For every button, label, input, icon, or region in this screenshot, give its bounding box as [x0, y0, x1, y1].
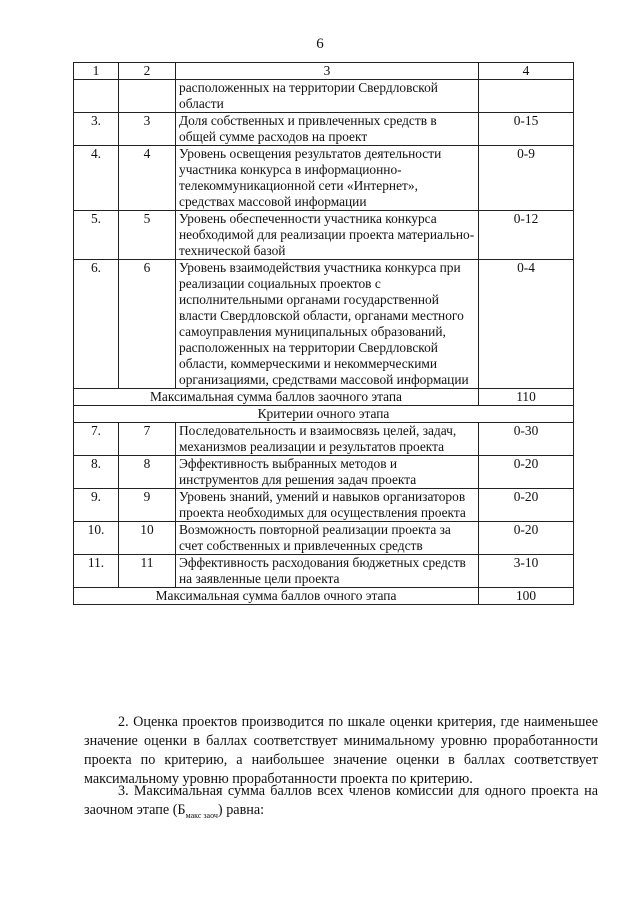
criteria-table [73, 62, 574, 605]
sum-inperson-row-label: Максимальная сумма баллов очного этапа [74, 588, 479, 605]
row-number: 4. [74, 146, 119, 211]
table-row [74, 555, 574, 588]
paragraph-2: 2. Оценка проектов производится по шкале оценки критерия, где наименьшее значение оценки в баллах соответствует минимальному уровню проработанности проекта по критерию, а наибольшее значение оценки в баллах соответствует максимальному уровню проработанности проекта по критерию. [84, 714, 598, 787]
table-row [74, 211, 574, 260]
row-number: 6. [74, 260, 119, 389]
criterion-text: Возможность повторной реализации проекта за счет собственных и привлеченных средств [176, 522, 479, 555]
sum-inperson-row [74, 588, 574, 605]
table-row [74, 522, 574, 555]
sum-inperson-row-value: 100 [479, 588, 574, 605]
row-number: 3. [74, 113, 119, 146]
score-range: 0-4 [479, 260, 574, 389]
score-range: 0-12 [479, 211, 574, 260]
score-range: 0-20 [479, 456, 574, 489]
paragraph-3-subscript: макс заоч [185, 810, 218, 820]
header-cell: 1 [74, 63, 119, 80]
score-range: 0-9 [479, 146, 574, 211]
criterion-text: расположенных на территории Свердловской области [176, 80, 479, 113]
criterion-number [119, 80, 176, 113]
criterion-text: Уровень обеспеченности участника конкурса необходимой для реализации проекта материально-технической базой [176, 211, 479, 260]
paragraph-3 [84, 782, 598, 825]
row-number: 11. [74, 555, 119, 588]
header-cell: 4 [479, 63, 574, 80]
criterion-text: Доля собственных и привлеченных средств в общей сумме расходов на проект [176, 113, 479, 146]
criterion-text: Эффективность расходования бюджетных средств на заявленные цели проекта [176, 555, 479, 588]
criterion-text: Уровень освещения результатов деятельности участника конкурса в информационно-телекоммуникационной сети «Интернет», средствах массовой информации [176, 146, 479, 211]
paragraph-3-text: 3. Максимальная сумма баллов всех членов комиссии для одного проекта на заочном этапе (Б [84, 783, 598, 818]
table-row [74, 260, 574, 389]
table-row [74, 456, 574, 489]
criterion-text: Уровень взаимодействия участника конкурса при реализации социальных проектов с исполнительными органами государственной власти Свердловской области, органами местного самоуправления муниципальных образований, расположенных на территории Свердловской области, коммерческими и некоммерческими организациями, средствами массовой информации [176, 260, 479, 389]
row-number: 9. [74, 489, 119, 522]
row-number: 10. [74, 522, 119, 555]
page-number: 6 [316, 36, 324, 52]
row-number [74, 80, 119, 113]
criterion-number: 7 [119, 423, 176, 456]
criterion-text: Последовательность и взаимосвязь целей, задач, механизмов реализации и результатов проекта [176, 423, 479, 456]
score-range: 0-30 [479, 423, 574, 456]
sum-absentee-row [74, 389, 574, 406]
table-row [74, 146, 574, 211]
table-row [74, 423, 574, 456]
sum-absentee-row-label: Максимальная сумма баллов заочного этапа [74, 389, 479, 406]
row-number: 5. [74, 211, 119, 260]
score-range: 0-15 [479, 113, 574, 146]
table-row [74, 113, 574, 146]
criterion-number: 8 [119, 456, 176, 489]
header-cell: 2 [119, 63, 176, 80]
score-range: 0-20 [479, 522, 574, 555]
sum-absentee-row-value: 110 [479, 389, 574, 406]
section-inperson-row [74, 406, 574, 423]
score-range [479, 80, 574, 113]
table-row [74, 489, 574, 522]
header-cell: 3 [176, 63, 479, 80]
score-range: 0-20 [479, 489, 574, 522]
criterion-number: 4 [119, 146, 176, 211]
score-range: 3-10 [479, 555, 574, 588]
criterion-number: 5 [119, 211, 176, 260]
row-number: 8. [74, 456, 119, 489]
criterion-number: 3 [119, 113, 176, 146]
criterion-text: Эффективность выбранных методов и инструментов для решения задач проекта [176, 456, 479, 489]
criterion-number: 10 [119, 522, 176, 555]
table-header-row [74, 63, 574, 80]
criterion-text: Уровень знаний, умений и навыков организаторов проекта необходимых для осуществления проекта [176, 489, 479, 522]
criterion-number: 6 [119, 260, 176, 389]
table-row [74, 80, 574, 113]
section-inperson-row-label: Критерии очного этапа [74, 406, 574, 423]
row-number: 7. [74, 423, 119, 456]
paragraph-3-tail: ) равна: [217, 802, 265, 818]
criterion-number: 11 [119, 555, 176, 588]
criterion-number: 9 [119, 489, 176, 522]
